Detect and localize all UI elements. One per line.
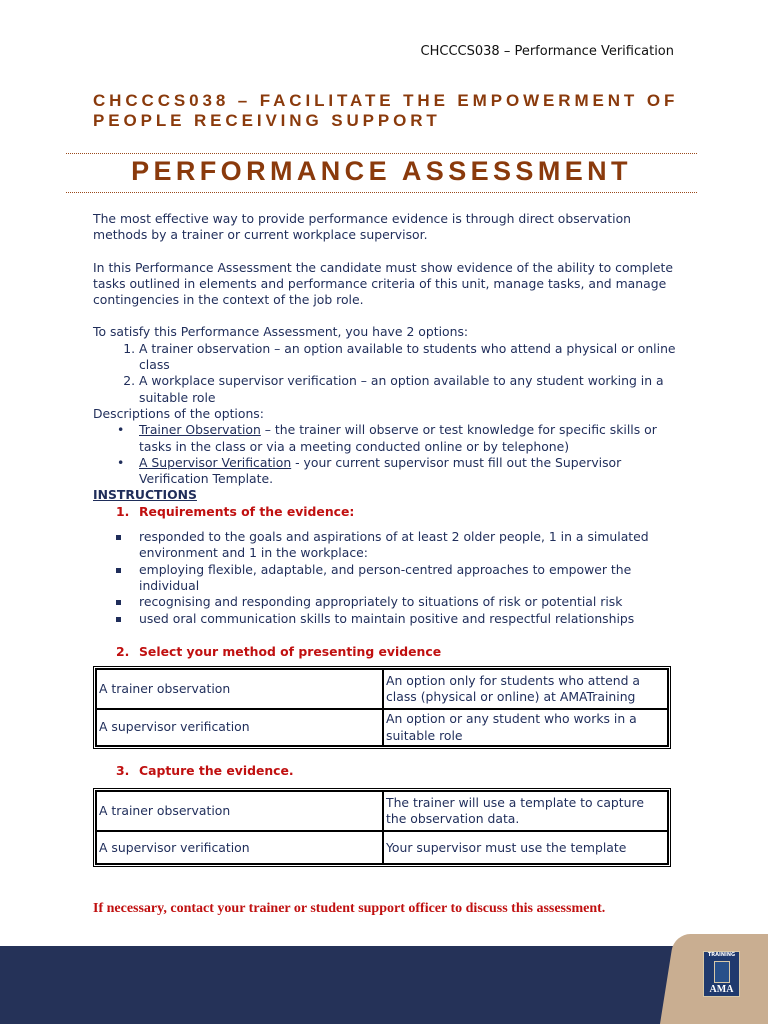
capture-table (93, 788, 671, 867)
page-title: PERFORMANCE ASSESSMENT (131, 156, 632, 186)
logo-emblem-icon (714, 961, 730, 983)
table-cell-note: An option only for students who attend a class (physical or online) at AMATraining (383, 669, 668, 709)
section-3-number: 3. (116, 763, 130, 779)
table-cell-method: A supervisor verification (96, 709, 383, 746)
section-3-heading (93, 763, 683, 779)
footer-band (0, 946, 768, 1024)
bullet-icon: • (117, 422, 125, 438)
table-cell-method: A supervisor verification (96, 831, 383, 864)
description-text: – the trainer will observe or test knowledge for specific skills or tasks in the class or via a meeting conducted online or by telephone) (139, 422, 657, 454)
table-cell-note: The trainer will use a template to capture the observation data. (383, 791, 668, 831)
square-bullet-icon (116, 617, 121, 622)
table-row (96, 669, 668, 709)
document-body (93, 211, 683, 867)
option-item: 1. A trainer observation – an option available to students who attend a physical or online class (139, 341, 683, 374)
bullet-icon: • (117, 454, 125, 470)
method-table (93, 666, 671, 749)
requirement-text: responded to the goals and aspirations of at least 2 older people, 1 in a simulated environment and 1 in the workplace: (139, 529, 649, 561)
table-cell-note: An option or any student who works in a suitable role (383, 709, 668, 746)
section-2-title: Select your method of presenting evidence (139, 643, 442, 659)
requirement-text: used oral communication skills to maintain positive and respectful relationships (139, 610, 635, 626)
requirement-text: employing flexible, adaptable, and person-centred approaches to empower the individual (139, 561, 632, 593)
requirements-list (93, 529, 683, 627)
description-item (93, 422, 683, 455)
unit-title: CHCCCS038 – FACILITATE THE EMPOWERMENT OF PEOPLE RECEIVING SUPPORT (93, 91, 679, 130)
square-bullet-icon (116, 568, 121, 573)
square-bullet-icon (116, 535, 121, 540)
table-row (96, 831, 668, 864)
intro-paragraph-2: In this Performance Assessment the candidate must show evidence of the ability to complete tasks outlined in elements and performance criteria of this unit, manage tasks, and manage contingencies in the context of the job role. (93, 259, 674, 308)
logo-top-text: TRAINING (707, 952, 736, 958)
options-list (93, 341, 683, 406)
description-term-supervisor: A Supervisor Verification (139, 454, 292, 470)
description-item (93, 455, 683, 488)
section-1-title: Requirements of the evidence: (139, 503, 355, 519)
section-1-heading (93, 504, 683, 520)
description-term-trainer: Trainer Observation (139, 422, 261, 438)
option-item: 2. A workplace supervisor verification – an option available to any student working in a suitable role (139, 373, 683, 406)
table-row (96, 709, 668, 746)
square-bullet-icon (116, 600, 121, 605)
requirement-item (93, 611, 683, 627)
section-2-heading (93, 644, 683, 660)
section-3-title: Capture the evidence. (139, 763, 294, 779)
requirement-item (93, 562, 683, 595)
section-2-number: 2. (116, 643, 130, 659)
requirement-item (93, 529, 683, 562)
intro-paragraph-1: The most effective way to provide performance evidence is through direct observation methods by a trainer or current workplace supervisor. (93, 211, 632, 243)
requirement-item (93, 594, 683, 610)
table-cell-method: A trainer observation (96, 791, 383, 831)
table-row (96, 791, 668, 831)
requirement-text: recognising and responding appropriately to situations of risk or potential risk (139, 594, 623, 610)
header-reference: CHCCCS038 – Performance Verification (420, 44, 674, 59)
descriptions-heading: Descriptions of the options: (93, 405, 264, 421)
ama-training-logo (703, 951, 740, 997)
table-cell-method: A trainer observation (96, 669, 383, 709)
logo-bottom-text: AMA (709, 984, 734, 995)
description-text: - your current supervisor must fill out the Supervisor Verification Template. (139, 454, 622, 487)
intro-paragraph-3: To satisfy this Performance Assessment, you have 2 options: (93, 324, 469, 340)
table-cell-note: Your supervisor must use the template (383, 831, 668, 864)
descriptions-list (93, 422, 683, 487)
closing-note: If necessary, contact your trainer or student support officer to discuss this assessment. (93, 901, 606, 916)
dotted-divider-bottom (66, 192, 697, 193)
section-1-number: 1. (116, 503, 130, 519)
instructions-heading: INSTRUCTIONS (93, 487, 197, 503)
